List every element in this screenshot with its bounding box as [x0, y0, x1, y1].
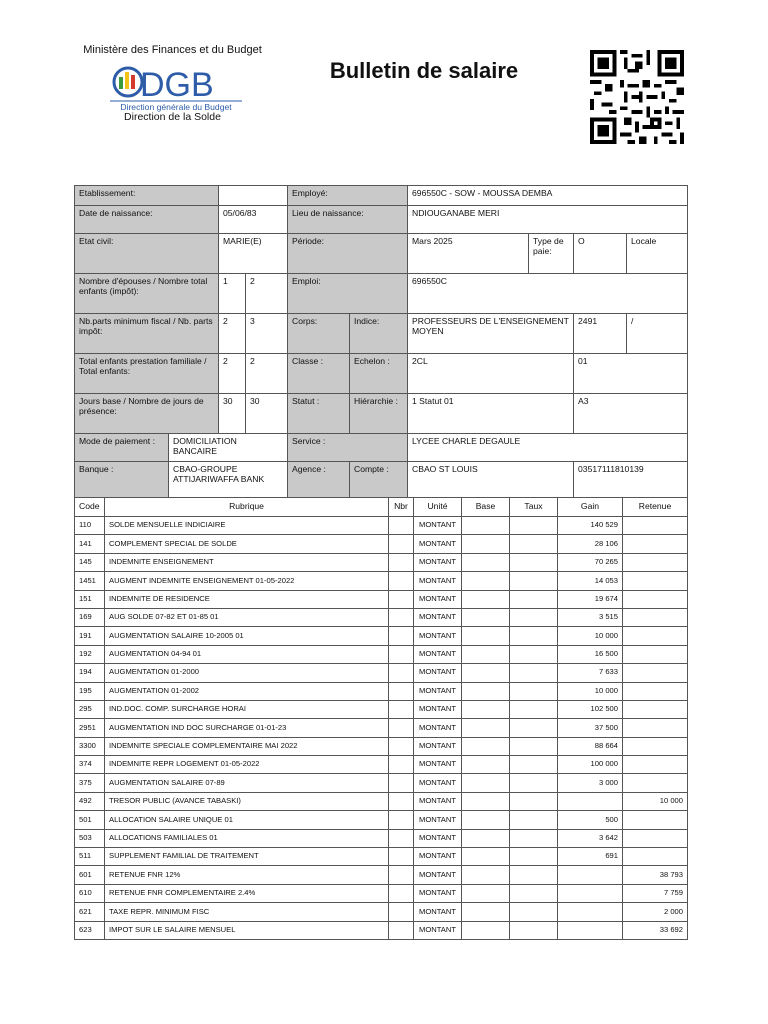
- table-row: [75, 884, 688, 902]
- cell-gain: [558, 792, 623, 810]
- cell-rubrique: TRESOR PUBLIC (AVANCE TABASKI): [105, 792, 389, 810]
- parts-value-1: 2: [219, 314, 246, 354]
- cell-unite: MONTANT: [414, 829, 462, 847]
- cell-nbr: [389, 535, 414, 553]
- cell-code: 492: [75, 792, 105, 810]
- cell-gain: 28 106: [558, 535, 623, 553]
- cell-base: [462, 719, 510, 737]
- cell-gain: 16 500: [558, 645, 623, 663]
- compte-label: Compte :: [350, 462, 408, 498]
- table-row: [75, 553, 688, 571]
- banque-label: Banque :: [75, 462, 169, 498]
- col-unite-header: Unité: [414, 498, 462, 517]
- prestation-label: Total enfants prestation familiale / Total enfants:: [75, 354, 219, 394]
- cell-nbr: [389, 608, 414, 626]
- cell-unite: MONTANT: [414, 811, 462, 829]
- cell-taux: [510, 884, 558, 902]
- table-row: [75, 866, 688, 884]
- table-row: [75, 535, 688, 553]
- echelon-value: 01: [574, 354, 688, 394]
- cell-base: [462, 535, 510, 553]
- cell-gain: 10 000: [558, 682, 623, 700]
- cell-code: 503: [75, 829, 105, 847]
- cell-retenue: [623, 627, 688, 645]
- cell-retenue: [623, 829, 688, 847]
- cell-code: 601: [75, 866, 105, 884]
- cell-nbr: [389, 572, 414, 590]
- cell-unite: MONTANT: [414, 645, 462, 663]
- table-row: [75, 829, 688, 847]
- cell-base: [462, 866, 510, 884]
- compte-value: 03517111810139: [574, 462, 688, 498]
- cell-code: 110: [75, 517, 105, 535]
- cell-retenue: [623, 553, 688, 571]
- prestation-value-1: 2: [219, 354, 246, 394]
- cell-unite: MONTANT: [414, 700, 462, 718]
- cell-rubrique: IMPOT SUR LE SALAIRE MENSUEL: [105, 921, 389, 939]
- cell-code: 145: [75, 553, 105, 571]
- cell-rubrique: INDEMNITE ENSEIGNEMENT: [105, 553, 389, 571]
- cell-gain: [558, 921, 623, 939]
- statut-label: Statut :: [288, 394, 350, 434]
- cell-rubrique: TAXE REPR. MINIMUM FISC: [105, 903, 389, 921]
- cell-base: [462, 903, 510, 921]
- cell-taux: [510, 608, 558, 626]
- jours-value-1: 30: [219, 394, 246, 434]
- periode-label: Période:: [288, 234, 408, 274]
- table-row: [75, 903, 688, 921]
- cell-gain: 140 529: [558, 517, 623, 535]
- corps-value: PROFESSEURS DE L'ENSEIGNEMENT MOYEN: [408, 314, 574, 354]
- cell-gain: 70 265: [558, 553, 623, 571]
- table-row: [75, 608, 688, 626]
- cell-rubrique: AUGMENTATION IND DOC SURCHARGE 01-01-23: [105, 719, 389, 737]
- cell-gain: [558, 884, 623, 902]
- cell-base: [462, 553, 510, 571]
- qr-code-icon: [590, 50, 684, 144]
- cell-taux: [510, 517, 558, 535]
- cell-base: [462, 774, 510, 792]
- cell-code: 169: [75, 608, 105, 626]
- logo-subtitle: Direction générale du Budget: [120, 102, 232, 112]
- cell-taux: [510, 921, 558, 939]
- cell-retenue: [623, 737, 688, 755]
- cell-retenue: [623, 535, 688, 553]
- cell-taux: [510, 535, 558, 553]
- cell-gain: 19 674: [558, 590, 623, 608]
- cell-nbr: [389, 682, 414, 700]
- cell-taux: [510, 719, 558, 737]
- cell-nbr: [389, 829, 414, 847]
- cell-nbr: [389, 848, 414, 866]
- cell-base: [462, 921, 510, 939]
- table-row: [75, 756, 688, 774]
- cell-gain: 14 053: [558, 572, 623, 590]
- indice-extra: /: [627, 314, 688, 354]
- cell-taux: [510, 627, 558, 645]
- table-row: [75, 627, 688, 645]
- col-gain-header: Gain: [558, 498, 623, 517]
- date-naissance-value: 05/06/83: [219, 206, 288, 234]
- cell-nbr: [389, 719, 414, 737]
- logo-text: DGB: [140, 66, 214, 104]
- banque-value: CBAO-GROUPE ATTIJARIWAFFA BANK: [169, 462, 288, 498]
- cell-code: 191: [75, 627, 105, 645]
- cell-code: 2951: [75, 719, 105, 737]
- cell-base: [462, 645, 510, 663]
- cell-nbr: [389, 921, 414, 939]
- cell-nbr: [389, 903, 414, 921]
- paiement-label: Mode de paiement :: [75, 434, 169, 462]
- cell-code: 194: [75, 664, 105, 682]
- cell-gain: 3 000: [558, 774, 623, 792]
- cell-taux: [510, 792, 558, 810]
- cell-code: 375: [75, 774, 105, 792]
- cell-code: 3300: [75, 737, 105, 755]
- cell-code: 511: [75, 848, 105, 866]
- cell-nbr: [389, 756, 414, 774]
- cell-retenue: [623, 756, 688, 774]
- dgb-logo: [106, 60, 246, 114]
- cell-unite: MONTANT: [414, 792, 462, 810]
- cell-retenue: [623, 719, 688, 737]
- service-value: LYCEE CHARLE DEGAULE: [408, 434, 688, 462]
- agence-value: CBAO ST LOUIS: [408, 462, 574, 498]
- cell-unite: MONTANT: [414, 848, 462, 866]
- cell-rubrique: INDEMNITE REPR LOGEMENT 01-05-2022: [105, 756, 389, 774]
- table-row: [75, 517, 688, 535]
- epouses-value-2: 2: [246, 274, 288, 314]
- cell-nbr: [389, 884, 414, 902]
- cell-gain: 3 515: [558, 608, 623, 626]
- cell-base: [462, 590, 510, 608]
- cell-retenue: [623, 590, 688, 608]
- cell-rubrique: AUGMENTATION 01-2000: [105, 664, 389, 682]
- cell-taux: [510, 811, 558, 829]
- etablissement-value: [219, 186, 288, 206]
- table-row: [75, 719, 688, 737]
- cell-unite: MONTANT: [414, 866, 462, 884]
- cell-nbr: [389, 590, 414, 608]
- cell-base: [462, 756, 510, 774]
- cell-code: 295: [75, 700, 105, 718]
- col-nbr-header: Nbr: [389, 498, 414, 517]
- cell-code: 501: [75, 811, 105, 829]
- etat-civil-value: MARIE(E): [219, 234, 288, 274]
- cell-unite: MONTANT: [414, 756, 462, 774]
- cell-code: 374: [75, 756, 105, 774]
- cell-unite: MONTANT: [414, 627, 462, 645]
- cell-gain: 691: [558, 848, 623, 866]
- cell-base: [462, 848, 510, 866]
- cell-code: 610: [75, 884, 105, 902]
- cell-retenue: [623, 608, 688, 626]
- cell-retenue: [623, 811, 688, 829]
- cell-unite: MONTANT: [414, 608, 462, 626]
- cell-nbr: [389, 811, 414, 829]
- cell-gain: 100 000: [558, 756, 623, 774]
- date-naissance-label: Date de naissance:: [75, 206, 219, 234]
- table-row: [75, 700, 688, 718]
- cell-base: [462, 737, 510, 755]
- cell-nbr: [389, 664, 414, 682]
- cell-retenue: 38 793: [623, 866, 688, 884]
- cell-rubrique: SOLDE MENSUELLE INDICIAIRE: [105, 517, 389, 535]
- cell-nbr: [389, 645, 414, 663]
- cell-gain: 7 633: [558, 664, 623, 682]
- cell-taux: [510, 590, 558, 608]
- classe-label: Classe :: [288, 354, 350, 394]
- cell-taux: [510, 553, 558, 571]
- cell-retenue: 7 759: [623, 884, 688, 902]
- cell-nbr: [389, 792, 414, 810]
- cell-base: [462, 682, 510, 700]
- col-rubrique-header: Rubrique: [105, 498, 389, 517]
- document-title: Bulletin de salaire: [329, 58, 519, 83]
- jours-label: Jours base / Nombre de jours de présence:: [75, 394, 219, 434]
- type-paie-value: O: [574, 234, 627, 274]
- cell-base: [462, 700, 510, 718]
- cell-base: [462, 792, 510, 810]
- cell-rubrique: INDEMNITE DE RESIDENCE: [105, 590, 389, 608]
- employee-info-table: [74, 185, 688, 498]
- cell-unite: MONTANT: [414, 903, 462, 921]
- pay-lines-header: [75, 498, 688, 517]
- emploi-label: Emploi:: [288, 274, 408, 314]
- parts-label: Nb.parts minimum fiscal / Nb. parts impôt:: [75, 314, 219, 354]
- etat-civil-label: Etat civil:: [75, 234, 219, 274]
- cell-unite: MONTANT: [414, 921, 462, 939]
- hierarchie-value: A3: [574, 394, 688, 434]
- cell-retenue: [623, 774, 688, 792]
- cell-code: 141: [75, 535, 105, 553]
- cell-taux: [510, 682, 558, 700]
- employe-value: 696550C - SOW - MOUSSA DEMBA: [408, 186, 688, 206]
- agence-label: Agence :: [288, 462, 350, 498]
- etablissement-label: Etablissement:: [75, 186, 219, 206]
- cell-rubrique: ALLOCATIONS FAMILIALES 01: [105, 829, 389, 847]
- employe-label: Employé:: [288, 186, 408, 206]
- cell-base: [462, 517, 510, 535]
- parts-value-2: 3: [246, 314, 288, 354]
- echelon-label: Echelon :: [350, 354, 408, 394]
- cell-nbr: [389, 517, 414, 535]
- cell-retenue: [623, 664, 688, 682]
- cell-nbr: [389, 866, 414, 884]
- cell-rubrique: RETENUE FNR 12%: [105, 866, 389, 884]
- cell-gain: 10 000: [558, 627, 623, 645]
- cell-code: 623: [75, 921, 105, 939]
- table-row: [75, 682, 688, 700]
- table-row: [75, 590, 688, 608]
- cell-unite: MONTANT: [414, 774, 462, 792]
- cell-unite: MONTANT: [414, 884, 462, 902]
- cell-rubrique: IND.DOC. COMP. SURCHARGE HORAI: [105, 700, 389, 718]
- cell-rubrique: COMPLEMENT SPECIAL DE SOLDE: [105, 535, 389, 553]
- cell-unite: MONTANT: [414, 590, 462, 608]
- table-row: [75, 572, 688, 590]
- hierarchie-label: Hiérarchie :: [350, 394, 408, 434]
- cell-taux: [510, 848, 558, 866]
- cell-unite: MONTANT: [414, 535, 462, 553]
- cell-base: [462, 884, 510, 902]
- col-taux-header: Taux: [510, 498, 558, 517]
- prestation-value-2: 2: [246, 354, 288, 394]
- direction-name: Direction de la Solde: [124, 111, 221, 123]
- type-paie-extra: Locale: [627, 234, 688, 274]
- cell-gain: 102 500: [558, 700, 623, 718]
- cell-unite: MONTANT: [414, 719, 462, 737]
- cell-taux: [510, 866, 558, 884]
- cell-retenue: [623, 682, 688, 700]
- cell-base: [462, 627, 510, 645]
- table-row: [75, 921, 688, 939]
- cell-nbr: [389, 737, 414, 755]
- cell-code: 195: [75, 682, 105, 700]
- cell-gain: 500: [558, 811, 623, 829]
- epouses-label: Nombre d'épouses / Nombre total enfants (impôt):: [75, 274, 219, 314]
- emploi-value: 696550C: [408, 274, 688, 314]
- table-row: [75, 664, 688, 682]
- cell-rubrique: INDEMNITE SPECIALE COMPLEMENTAIRE MAI 2022: [105, 737, 389, 755]
- service-label: Service :: [288, 434, 408, 462]
- cell-unite: MONTANT: [414, 553, 462, 571]
- cell-code: 1451: [75, 572, 105, 590]
- cell-unite: MONTANT: [414, 572, 462, 590]
- cell-taux: [510, 645, 558, 663]
- cell-nbr: [389, 700, 414, 718]
- cell-taux: [510, 572, 558, 590]
- cell-retenue: 2 000: [623, 903, 688, 921]
- cell-code: 621: [75, 903, 105, 921]
- cell-gain: [558, 903, 623, 921]
- cell-rubrique: AUGMENTATION 01-2002: [105, 682, 389, 700]
- type-paie-label: Type de paie:: [529, 234, 574, 274]
- cell-retenue: 10 000: [623, 792, 688, 810]
- cell-base: [462, 608, 510, 626]
- cell-gain: 3 642: [558, 829, 623, 847]
- indice-label: Indice:: [350, 314, 408, 354]
- cell-taux: [510, 700, 558, 718]
- table-row: [75, 811, 688, 829]
- lieu-naissance-label: Lieu de naissance:: [288, 206, 408, 234]
- cell-rubrique: AUGMENTATION SALAIRE 10-2005 01: [105, 627, 389, 645]
- cell-rubrique: RETENUE FNR COMPLEMENTAIRE 2.4%: [105, 884, 389, 902]
- cell-taux: [510, 664, 558, 682]
- classe-value: 2CL: [408, 354, 574, 394]
- indice-value: 2491: [574, 314, 627, 354]
- cell-taux: [510, 737, 558, 755]
- ministry-name: Ministère des Finances et du Budget: [83, 44, 262, 56]
- cell-gain: 37 500: [558, 719, 623, 737]
- cell-unite: MONTANT: [414, 664, 462, 682]
- statut-value: 1 Statut 01: [408, 394, 574, 434]
- table-row: [75, 848, 688, 866]
- cell-retenue: [623, 517, 688, 535]
- cell-rubrique: AUGMENTATION SALAIRE 07-89: [105, 774, 389, 792]
- cell-unite: MONTANT: [414, 517, 462, 535]
- cell-code: 192: [75, 645, 105, 663]
- table-row: [75, 774, 688, 792]
- cell-taux: [510, 903, 558, 921]
- logo-emblem-icon: [114, 68, 142, 96]
- cell-code: 151: [75, 590, 105, 608]
- cell-taux: [510, 829, 558, 847]
- paiement-value: DOMICILIATION BANCAIRE: [169, 434, 288, 462]
- cell-base: [462, 811, 510, 829]
- cell-retenue: 33 692: [623, 921, 688, 939]
- cell-taux: [510, 774, 558, 792]
- col-code-header: Code: [75, 498, 105, 517]
- cell-rubrique: ALLOCATION SALAIRE UNIQUE 01: [105, 811, 389, 829]
- corps-label: Corps:: [288, 314, 350, 354]
- col-retenue-header: Retenue: [623, 498, 688, 517]
- cell-rubrique: SUPPLEMENT FAMILIAL DE TRAITEMENT: [105, 848, 389, 866]
- epouses-value-1: 1: [219, 274, 246, 314]
- cell-rubrique: AUG SOLDE 07-82 ET 01-85 01: [105, 608, 389, 626]
- cell-base: [462, 664, 510, 682]
- periode-value: Mars 2025: [408, 234, 529, 274]
- cell-nbr: [389, 627, 414, 645]
- col-base-header: Base: [462, 498, 510, 517]
- cell-retenue: [623, 700, 688, 718]
- cell-base: [462, 572, 510, 590]
- table-row: [75, 737, 688, 755]
- table-row: [75, 645, 688, 663]
- cell-taux: [510, 756, 558, 774]
- cell-retenue: [623, 572, 688, 590]
- cell-unite: MONTANT: [414, 682, 462, 700]
- cell-retenue: [623, 645, 688, 663]
- jours-value-2: 30: [246, 394, 288, 434]
- cell-rubrique: AUGMENT INDEMNITE ENSEIGNEMENT 01-05-2022: [105, 572, 389, 590]
- cell-nbr: [389, 774, 414, 792]
- table-row: [75, 792, 688, 810]
- lieu-naissance-value: NDIOUGANABE MERI: [408, 206, 688, 234]
- cell-unite: MONTANT: [414, 737, 462, 755]
- cell-base: [462, 829, 510, 847]
- cell-gain: 88 664: [558, 737, 623, 755]
- pay-lines-table: [74, 497, 688, 940]
- cell-nbr: [389, 553, 414, 571]
- cell-gain: [558, 866, 623, 884]
- cell-retenue: [623, 848, 688, 866]
- cell-rubrique: AUGMENTATION 04-94 01: [105, 645, 389, 663]
